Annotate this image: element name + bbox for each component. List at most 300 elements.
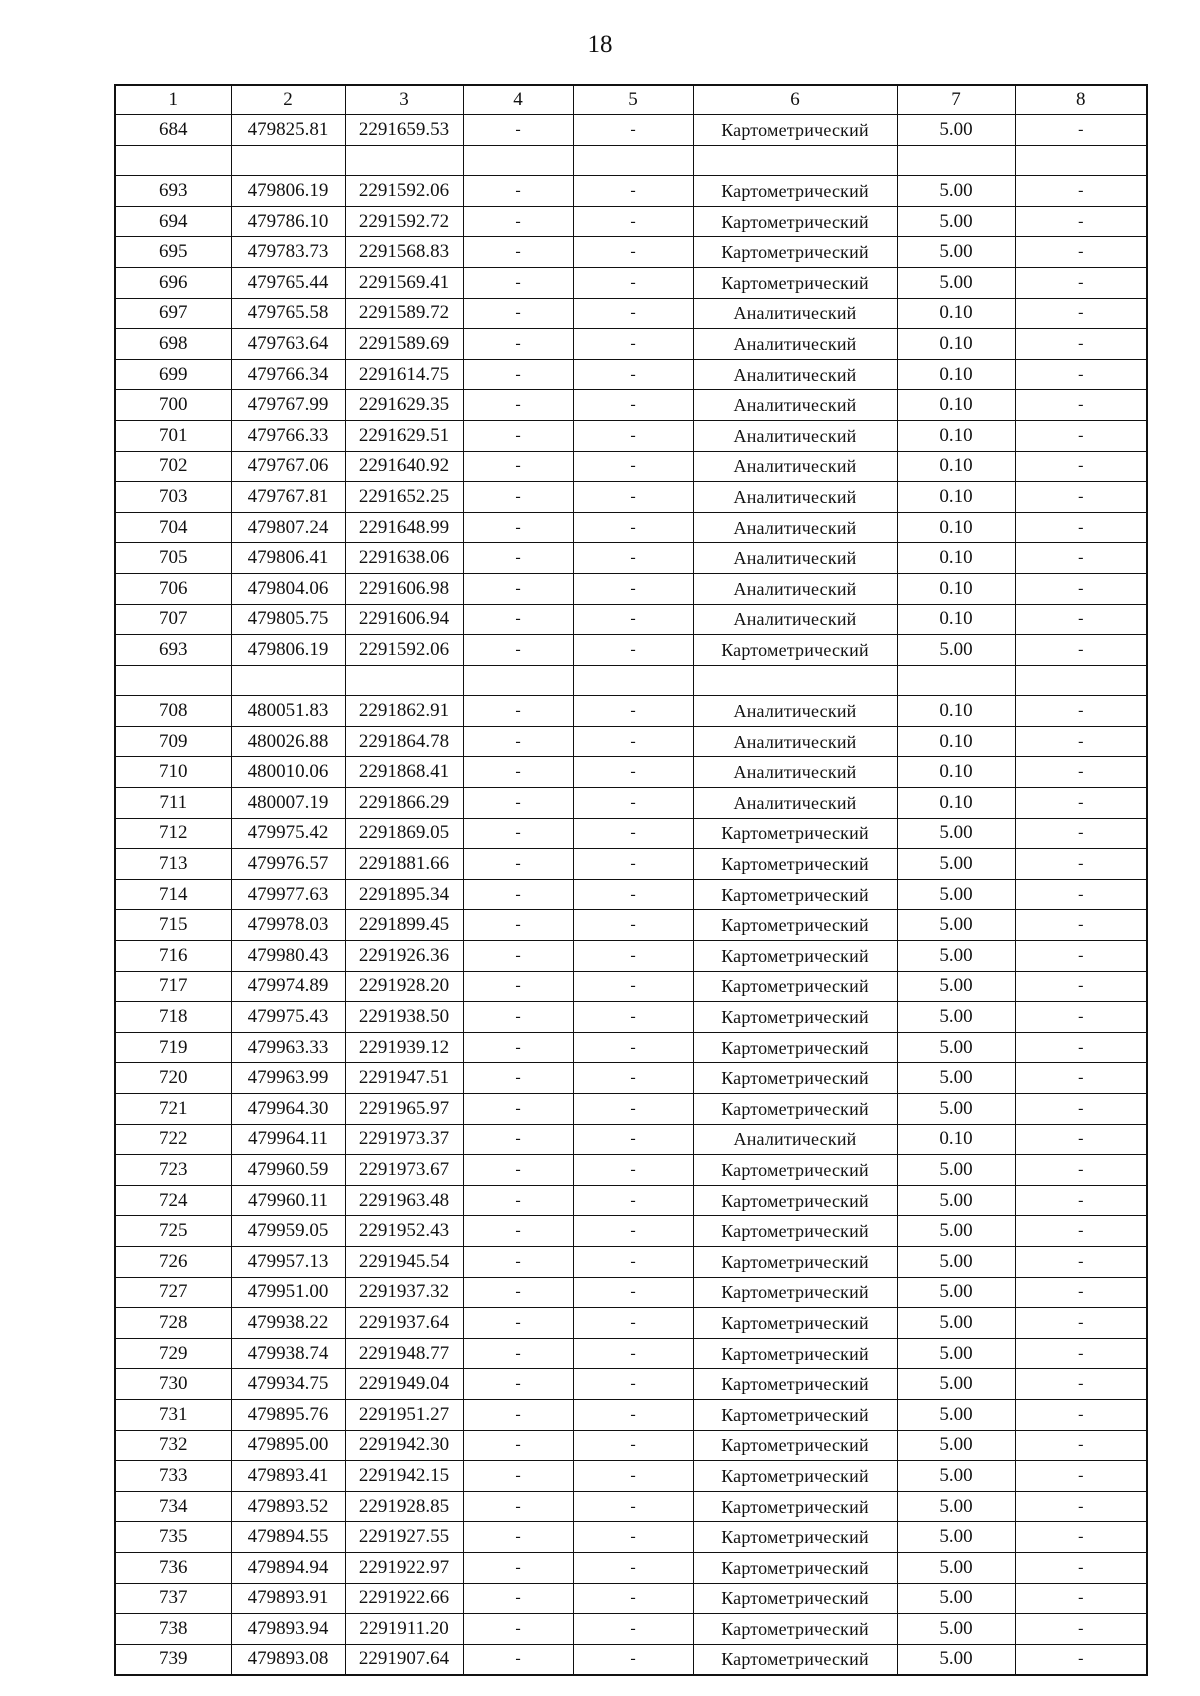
table-row [115,726,1147,757]
cell-col-4 [463,145,573,176]
cell-precision: 5.00 [897,910,1015,941]
cell-y-coordinate: 2291922.66 [345,1583,463,1614]
cell-y-coordinate: 2291942.30 [345,1430,463,1461]
cell-col-4: - [463,818,573,849]
cell-point-number: 693 [115,176,231,207]
cell-point-number: 725 [115,1216,231,1247]
table-row [115,512,1147,543]
cell-x-coordinate: 479976.57 [231,849,345,880]
table-row [115,879,1147,910]
table-row [115,1308,1147,1339]
cell-point-number: 709 [115,726,231,757]
cell-point-number: 712 [115,818,231,849]
cell-col-5: - [573,267,693,298]
cell-y-coordinate: 2291881.66 [345,849,463,880]
table-row [115,1277,1147,1308]
cell-col-8: - [1015,818,1147,849]
cell-point-number: 733 [115,1461,231,1492]
cell-x-coordinate: 479974.89 [231,971,345,1002]
table-row [115,176,1147,207]
cell-x-coordinate: 479893.41 [231,1461,345,1492]
cell-x-coordinate: 479975.43 [231,1002,345,1033]
cell-col-5: - [573,1246,693,1277]
cell-col-5: - [573,849,693,880]
cell-x-coordinate: 479964.11 [231,1124,345,1155]
cell-col-8: - [1015,482,1147,513]
table-row [115,237,1147,268]
cell-point-number: 698 [115,329,231,360]
cell-col-8: - [1015,237,1147,268]
cell-x-coordinate: 480026.88 [231,726,345,757]
cell-precision: 5.00 [897,1216,1015,1247]
cell-method: Картометрический [693,1338,897,1369]
cell-x-coordinate: 479977.63 [231,879,345,910]
cell-col-5: - [573,1308,693,1339]
cell-precision: 5.00 [897,1338,1015,1369]
table-row [115,604,1147,635]
cell-col-8: - [1015,849,1147,880]
cell-y-coordinate: 2291629.35 [345,390,463,421]
cell-y-coordinate [345,145,463,176]
cell-x-coordinate: 479766.34 [231,359,345,390]
cell-precision: 5.00 [897,1032,1015,1063]
cell-col-4: - [463,267,573,298]
cell-col-5: - [573,1155,693,1186]
cell-col-8: - [1015,451,1147,482]
cell-col-5: - [573,696,693,727]
cell-col-5: - [573,1644,693,1675]
cell-method: Аналитический [693,482,897,513]
cell-y-coordinate: 2291965.97 [345,1094,463,1125]
cell-col-8: - [1015,1461,1147,1492]
cell-x-coordinate: 480010.06 [231,757,345,788]
cell-y-coordinate: 2291947.51 [345,1063,463,1094]
cell-col-4: - [463,482,573,513]
cell-col-4: - [463,757,573,788]
cell-col-4: - [463,1583,573,1614]
cell-method: Аналитический [693,451,897,482]
cell-y-coordinate: 2291589.72 [345,298,463,329]
cell-point-number: 704 [115,512,231,543]
cell-method: Аналитический [693,512,897,543]
cell-col-8: - [1015,726,1147,757]
cell-col-8: - [1015,1032,1147,1063]
cell-precision: 5.00 [897,1522,1015,1553]
cell-point-number: 720 [115,1063,231,1094]
cell-col-4: - [463,573,573,604]
cell-precision: 0.10 [897,451,1015,482]
cell-col-5: - [573,451,693,482]
cell-col-4: - [463,1185,573,1216]
cell-col-8: - [1015,267,1147,298]
cell-method: Картометрический [693,1522,897,1553]
cell-col-8: - [1015,329,1147,360]
cell-precision: 5.00 [897,1002,1015,1033]
cell-point-number: 707 [115,604,231,635]
cell-precision: 0.10 [897,788,1015,819]
cell-y-coordinate: 2291945.54 [345,1246,463,1277]
table-row [115,1399,1147,1430]
cell-col-5: - [573,1094,693,1125]
cell-precision: 5.00 [897,176,1015,207]
cell-method: Картометрический [693,206,897,237]
cell-y-coordinate: 2291928.85 [345,1491,463,1522]
table-row [115,482,1147,513]
cell-col-5 [573,145,693,176]
cell-point-number: 724 [115,1185,231,1216]
table-row [115,1124,1147,1155]
cell-col-4: - [463,1552,573,1583]
cell-y-coordinate: 2291862.91 [345,696,463,727]
cell-col-4: - [463,1369,573,1400]
cell-y-coordinate: 2291922.97 [345,1552,463,1583]
column-header-1: 1 [115,85,231,115]
cell-point-number: 726 [115,1246,231,1277]
cell-x-coordinate: 479957.13 [231,1246,345,1277]
table-row [115,206,1147,237]
cell-y-coordinate: 2291868.41 [345,757,463,788]
cell-col-8: - [1015,941,1147,972]
cell-method: Картометрический [693,1185,897,1216]
cell-col-5: - [573,573,693,604]
cell-col-8: - [1015,696,1147,727]
cell-y-coordinate: 2291864.78 [345,726,463,757]
table-row [115,1491,1147,1522]
table-body [115,115,1147,1676]
table-row [115,1614,1147,1645]
cell-col-5: - [573,237,693,268]
cell-method: Картометрический [693,849,897,880]
cell-col-8: - [1015,879,1147,910]
cell-x-coordinate: 479765.44 [231,267,345,298]
cell-point-number: 713 [115,849,231,880]
cell-point-number: 694 [115,206,231,237]
cell-method: Аналитический [693,726,897,757]
cell-col-5: - [573,971,693,1002]
cell-point-number: 710 [115,757,231,788]
table-row [115,1094,1147,1125]
cell-col-4: - [463,788,573,819]
cell-col-5: - [573,329,693,360]
cell-method: Аналитический [693,420,897,451]
cell-x-coordinate: 479763.64 [231,329,345,360]
cell-y-coordinate: 2291638.06 [345,543,463,574]
cell-y-coordinate: 2291973.67 [345,1155,463,1186]
table-row [115,910,1147,941]
cell-y-coordinate: 2291866.29 [345,788,463,819]
cell-col-8 [1015,145,1147,176]
cell-col-4: - [463,1246,573,1277]
cell-col-5: - [573,298,693,329]
cell-x-coordinate: 480051.83 [231,696,345,727]
cell-y-coordinate: 2291592.06 [345,635,463,666]
cell-method: Картометрический [693,1155,897,1186]
cell-method: Картометрический [693,879,897,910]
cell-col-8: - [1015,1246,1147,1277]
table-row [115,1552,1147,1583]
cell-col-4: - [463,849,573,880]
table-row [115,1583,1147,1614]
coordinates-table [114,84,1148,1676]
cell-col-8: - [1015,1094,1147,1125]
cell-point-number [115,145,231,176]
cell-method: Картометрический [693,1308,897,1339]
table-row [115,1032,1147,1063]
cell-method: Картометрический [693,176,897,207]
cell-col-4: - [463,941,573,972]
cell-precision: 5.00 [897,1094,1015,1125]
cell-col-5: - [573,176,693,207]
cell-y-coordinate: 2291938.50 [345,1002,463,1033]
column-header-7: 7 [897,85,1015,115]
cell-method: Картометрический [693,1552,897,1583]
cell-point-number: 729 [115,1338,231,1369]
cell-point-number: 706 [115,573,231,604]
cell-col-4: - [463,1614,573,1645]
cell-col-8: - [1015,1552,1147,1583]
table-row [115,573,1147,604]
cell-precision: 5.00 [897,1063,1015,1094]
cell-method: Картометрический [693,1063,897,1094]
cell-col-8: - [1015,1063,1147,1094]
cell-col-8: - [1015,604,1147,635]
cell-method [693,665,897,696]
cell-method: Картометрический [693,971,897,1002]
cell-precision [897,145,1015,176]
cell-col-8: - [1015,635,1147,666]
page-number: 18 [587,31,613,58]
cell-col-5: - [573,206,693,237]
cell-method: Картометрический [693,1491,897,1522]
cell-x-coordinate: 479786.10 [231,206,345,237]
cell-x-coordinate: 479893.52 [231,1491,345,1522]
cell-col-4: - [463,329,573,360]
cell-point-number: 722 [115,1124,231,1155]
cell-method: Картометрический [693,1583,897,1614]
cell-point-number: 684 [115,115,231,146]
cell-col-4: - [463,1002,573,1033]
cell-y-coordinate: 2291592.72 [345,206,463,237]
cell-precision: 0.10 [897,420,1015,451]
cell-x-coordinate: 479825.81 [231,115,345,146]
cell-method: Картометрический [693,1461,897,1492]
table-row [115,543,1147,574]
cell-x-coordinate: 479767.06 [231,451,345,482]
cell-col-8: - [1015,573,1147,604]
cell-precision: 5.00 [897,1552,1015,1583]
cell-method: Картометрический [693,267,897,298]
cell-point-number: 703 [115,482,231,513]
cell-x-coordinate: 479964.30 [231,1094,345,1125]
cell-method: Картометрический [693,910,897,941]
cell-method: Картометрический [693,1614,897,1645]
cell-y-coordinate: 2291911.20 [345,1614,463,1645]
cell-x-coordinate: 479783.73 [231,237,345,268]
cell-y-coordinate: 2291928.20 [345,971,463,1002]
cell-col-8: - [1015,298,1147,329]
table-row [115,298,1147,329]
cell-point-number: 715 [115,910,231,941]
cell-y-coordinate: 2291939.12 [345,1032,463,1063]
table-row [115,941,1147,972]
cell-x-coordinate: 479980.43 [231,941,345,972]
cell-method: Аналитический [693,359,897,390]
cell-y-coordinate: 2291568.83 [345,237,463,268]
table-row [115,757,1147,788]
cell-col-4: - [463,1399,573,1430]
cell-col-5: - [573,1522,693,1553]
cell-col-5: - [573,512,693,543]
cell-point-number: 732 [115,1430,231,1461]
cell-y-coordinate: 2291951.27 [345,1399,463,1430]
cell-point-number: 719 [115,1032,231,1063]
table-row [115,267,1147,298]
table-row [115,635,1147,666]
cell-col-5: - [573,390,693,421]
cell-method: Картометрический [693,1644,897,1675]
cell-col-8: - [1015,1338,1147,1369]
cell-precision: 5.00 [897,635,1015,666]
cell-x-coordinate: 479894.94 [231,1552,345,1583]
cell-y-coordinate: 2291629.51 [345,420,463,451]
cell-x-coordinate: 479951.00 [231,1277,345,1308]
cell-col-5: - [573,1063,693,1094]
cell-col-8: - [1015,359,1147,390]
cell-point-number: 702 [115,451,231,482]
cell-precision: 0.10 [897,359,1015,390]
cell-point-number: 727 [115,1277,231,1308]
cell-method: Картометрический [693,818,897,849]
cell-col-8: - [1015,1369,1147,1400]
cell-method: Аналитический [693,298,897,329]
cell-col-4: - [463,910,573,941]
cell-x-coordinate: 479938.22 [231,1308,345,1339]
cell-precision: 5.00 [897,818,1015,849]
cell-precision: 5.00 [897,1461,1015,1492]
table-row [115,971,1147,1002]
cell-col-4: - [463,1094,573,1125]
cell-col-8: - [1015,1002,1147,1033]
cell-col-4: - [463,1491,573,1522]
cell-method [693,145,897,176]
cell-point-number: 701 [115,420,231,451]
cell-col-4: - [463,971,573,1002]
cell-precision: 5.00 [897,971,1015,1002]
cell-x-coordinate: 479806.19 [231,635,345,666]
cell-col-5: - [573,604,693,635]
cell-point-number: 737 [115,1583,231,1614]
cell-x-coordinate: 479934.75 [231,1369,345,1400]
cell-col-5: - [573,1032,693,1063]
cell-precision: 5.00 [897,206,1015,237]
cell-method: Картометрический [693,1246,897,1277]
cell-y-coordinate: 2291895.34 [345,879,463,910]
cell-x-coordinate: 479893.08 [231,1644,345,1675]
cell-method: Аналитический [693,757,897,788]
cell-col-8: - [1015,512,1147,543]
cell-col-4: - [463,1338,573,1369]
cell-y-coordinate: 2291952.43 [345,1216,463,1247]
cell-col-8: - [1015,206,1147,237]
cell-y-coordinate: 2291926.36 [345,941,463,972]
table-row [115,1430,1147,1461]
cell-precision: 5.00 [897,941,1015,972]
cell-col-4: - [463,543,573,574]
cell-col-8: - [1015,971,1147,1002]
cell-col-4: - [463,1644,573,1675]
cell-precision: 5.00 [897,1185,1015,1216]
cell-col-5: - [573,1491,693,1522]
cell-col-8: - [1015,1216,1147,1247]
table-row [115,788,1147,819]
cell-col-4: - [463,1155,573,1186]
cell-point-number [115,665,231,696]
cell-precision: 0.10 [897,329,1015,360]
cell-method: Картометрический [693,1094,897,1125]
cell-col-8: - [1015,1430,1147,1461]
cell-precision: 5.00 [897,1491,1015,1522]
column-header-5: 5 [573,85,693,115]
cell-col-4: - [463,206,573,237]
cell-y-coordinate: 2291659.53 [345,115,463,146]
cell-col-4: - [463,1124,573,1155]
cell-x-coordinate: 479963.99 [231,1063,345,1094]
cell-col-4: - [463,420,573,451]
cell-col-8: - [1015,543,1147,574]
cell-precision: 5.00 [897,1614,1015,1645]
table-row [115,1522,1147,1553]
cell-col-5: - [573,1583,693,1614]
cell-method: Картометрический [693,1369,897,1400]
cell-x-coordinate: 479804.06 [231,573,345,604]
cell-col-5: - [573,1185,693,1216]
cell-x-coordinate: 479806.41 [231,543,345,574]
cell-col-4: - [463,1461,573,1492]
cell-method: Картометрический [693,237,897,268]
cell-col-4: - [463,390,573,421]
cell-point-number: 714 [115,879,231,910]
cell-y-coordinate: 2291648.99 [345,512,463,543]
cell-y-coordinate: 2291589.69 [345,329,463,360]
cell-method: Картометрический [693,1032,897,1063]
cell-x-coordinate: 479959.05 [231,1216,345,1247]
cell-method: Картометрический [693,1430,897,1461]
cell-col-4: - [463,237,573,268]
cell-col-8 [1015,665,1147,696]
cell-col-4: - [463,1063,573,1094]
cell-x-coordinate: 479960.59 [231,1155,345,1186]
cell-col-8: - [1015,1124,1147,1155]
cell-col-5: - [573,1399,693,1430]
cell-precision: 0.10 [897,1124,1015,1155]
cell-method: Аналитический [693,788,897,819]
header-row [115,85,1147,115]
cell-point-number: 738 [115,1614,231,1645]
cell-method: Аналитический [693,696,897,727]
cell-col-8: - [1015,176,1147,207]
cell-precision: 5.00 [897,1583,1015,1614]
cell-point-number: 705 [115,543,231,574]
cell-point-number: 731 [115,1399,231,1430]
cell-col-8: - [1015,1155,1147,1186]
cell-y-coordinate: 2291907.64 [345,1644,463,1675]
cell-col-4: - [463,879,573,910]
cell-col-5: - [573,1338,693,1369]
table-row [115,1216,1147,1247]
cell-col-4: - [463,604,573,635]
cell-col-4: - [463,115,573,146]
cell-precision: 0.10 [897,298,1015,329]
